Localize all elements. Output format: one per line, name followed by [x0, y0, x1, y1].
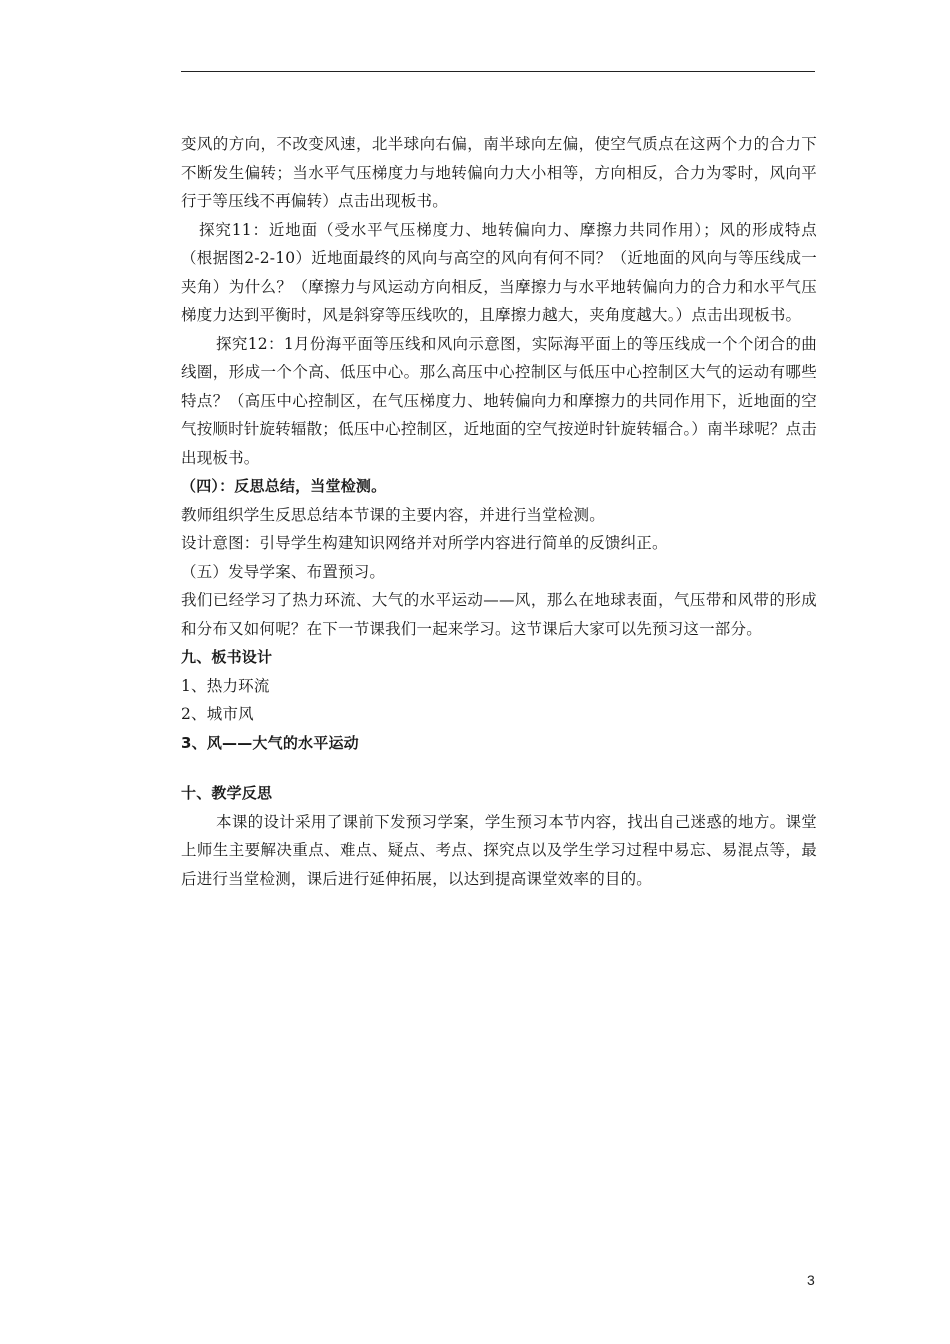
paragraph-teaching-reflection: 本课的设计采用了课前下发预习学案，学生预习本节内容，找出自己迷惑的地方。课堂上师生主要解决重点、难点、疑点、考点、探究点以及学生学习过程中易忘、易混点等，最后进行当堂检测，课后进行延伸拓展，以达到提高课堂效率的目的。 [181, 812, 817, 888]
board-item-3: 3、风——大气的水平运动 [181, 733, 359, 752]
section-heading-board-design: 九、板书设计 [181, 648, 273, 666]
section-heading-preview: （五）发导学案、布置预习。 [181, 562, 386, 581]
header-rule [181, 71, 815, 72]
paragraph-design-intent: 设计意图：引导学生构建知识网络并对所学内容进行简单的反馈纠正。 [181, 534, 668, 552]
paragraph-wind-deflection: 变风的方向，不改变风速，北半球向右偏，南半球向左偏，使空气质点在这两个力的合力下不断发生偏转；当水平气压梯度力与地转偏向力大小相等，方向相反，合力为零时，风向平行于等压线不再偏转）点击出现板书。 [181, 135, 817, 210]
board-item-1: 1、热力环流 [181, 676, 270, 695]
document-body [181, 130, 817, 893]
paragraph-inquiry-11: 探究11：近地面（受水平气压梯度力、地转偏向力、摩擦力共同作用）；风的形成特点（根据图2-2-10）近地面最终的风向与高空的风向有何不同？（近地面的风向与等压线成一夹角）为什么？（摩擦力与风运动方向相反，当摩擦力与水平地转偏向力的合力和水平气压梯度力达到平衡时，风是斜穿等压线吹的，且摩擦力越大，夹角度越大。）点击出现板书。 [181, 220, 817, 324]
section-heading-reflection: （四）：反思总结，当堂检测。 [181, 477, 387, 495]
paragraph-inquiry-12: 探究12：1月份海平面等压线和风向示意图，实际海平面上的等压线成一个个闭合的曲线圈，形成一个个高、低压中心。那么高压中心控制区与低压中心控制区大气的运动有哪些特点？（高压中心控制区，在气压梯度力、地转偏向力和摩擦力的共同作用下，近地面的空气按顺时针旋转辐散；低压中心控制区，近地面的空气按逆时针旋转辐合。）南半球呢？点击出现板书。 [181, 334, 817, 467]
board-item-2: 2、城市风 [181, 705, 254, 723]
paragraph-teacher-organize: 教师组织学生反思总结本节课的主要内容，并进行当堂检测。 [181, 505, 605, 524]
spacer [181, 757, 817, 779]
page-number: 3 [807, 1272, 815, 1288]
section-heading-teaching-reflection: 十、教学反思 [181, 784, 273, 802]
paragraph-next-lesson: 我们已经学习了热力环流、大气的水平运动——风，那么在地球表面，气压带和风带的形成和分布又如何呢？在下一节课我们一起来学习。这节课后大家可以先预习这一部分。 [181, 591, 817, 638]
